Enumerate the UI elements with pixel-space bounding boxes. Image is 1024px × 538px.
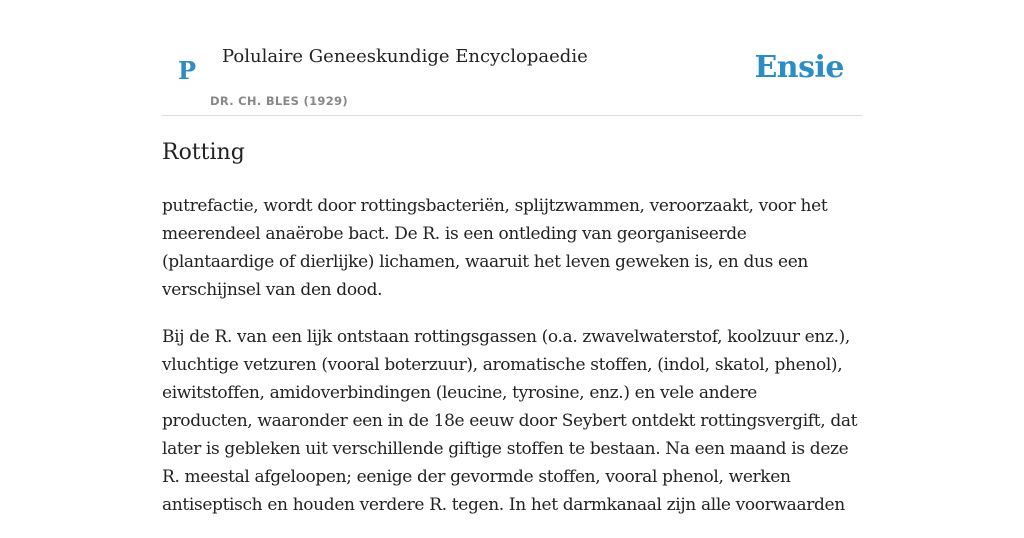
article-title: Rotting	[162, 140, 245, 165]
paragraph	[162, 323, 872, 519]
text-line: verschijnsel van den dood.	[162, 280, 383, 300]
book-logo-icon[interactable]: P	[178, 56, 197, 85]
ensie-logo-link[interactable]: Ensie	[754, 50, 844, 85]
text-line: putrefactie, wordt door rottingsbacteriën, splijtzwammen, veroorzaakt, voor het	[162, 196, 828, 216]
text-line: (plantaardige of dierlijke) lichamen, waaruit het leven geweken is, en dus een	[162, 252, 809, 272]
paragraph	[162, 192, 872, 304]
book-title-link[interactable]: Polulaire Geneeskundige Encyclopaedie	[222, 46, 588, 67]
author-label: DR. CH. BLES (1929)	[210, 94, 348, 108]
text-line: eiwitstoffen, amidoverbindingen (leucine, tyrosine, enz.) en vele andere	[162, 383, 757, 403]
text-line: antiseptisch en houden verdere R. tegen. In het darmkanaal zijn alle voorwaarden	[162, 495, 845, 515]
text-line: later is gebleken uit verschillende giftige stoffen te bestaan. Na een maand is deze	[162, 439, 849, 459]
text-line: Bij de R. van een lijk ontstaan rottingsgassen (o.a. zwavelwaterstof, koolzuur enz.),	[162, 327, 850, 347]
article-body	[162, 192, 872, 538]
text-line: meerendeel anaërobe bact. De R. is een ontleding van georganiseerde	[162, 224, 747, 244]
text-line: R. meestal afgeloopen; eenige der gevormde stoffen, vooral phenol, werken	[162, 467, 791, 487]
text-line: vluchtige vetzuren (vooral boterzuur), aromatische stoffen, (indol, skatol, phenol),	[162, 355, 843, 375]
header	[162, 30, 862, 116]
text-line: producten, waaronder een in de 18e eeuw door Seybert ontdekt rottingsvergift, dat	[162, 411, 858, 431]
